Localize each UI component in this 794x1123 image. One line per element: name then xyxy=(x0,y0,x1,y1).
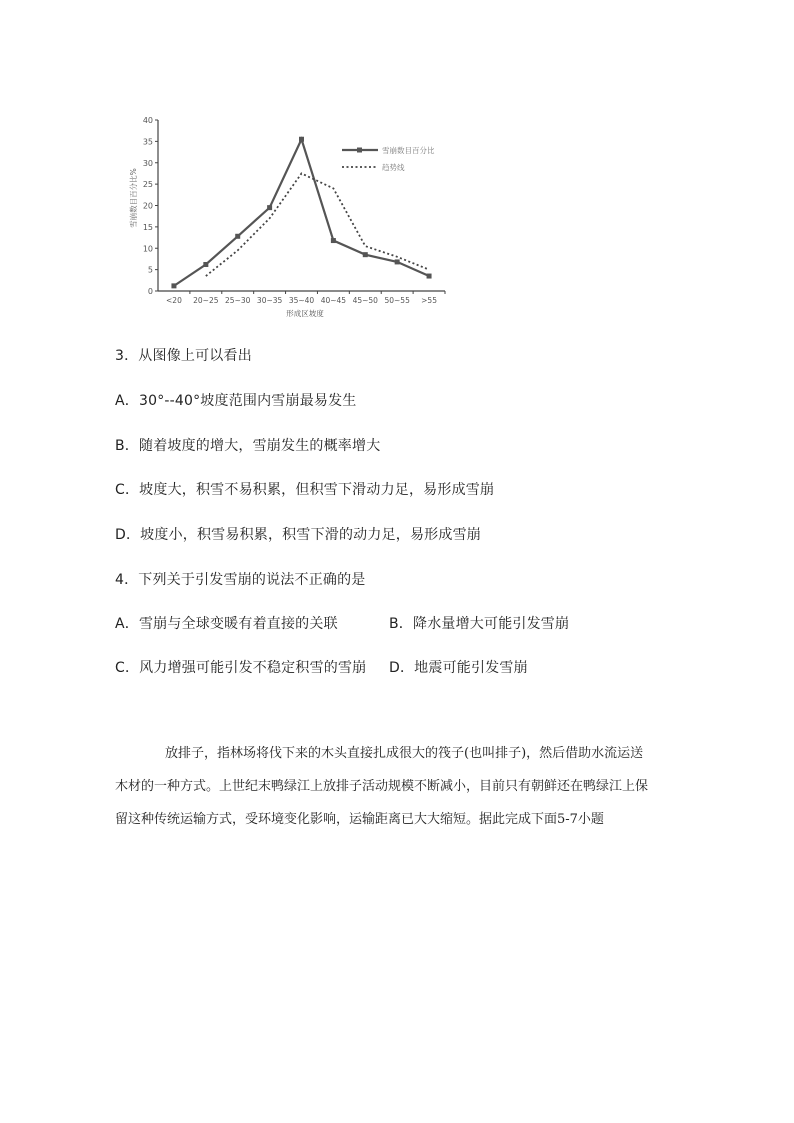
legend xyxy=(342,145,435,172)
question-4-option-d: D．地震可能引发雪崩 xyxy=(389,660,528,676)
x-tick-label: >55 xyxy=(421,296,437,305)
question-3-option-a: A．30°--40°坡度范围内雪崩最易发生 xyxy=(115,393,357,409)
y-tick-label: 0 xyxy=(147,287,153,296)
x-tick-label: 40~45 xyxy=(320,296,347,305)
passage-line-1: 放排子，指林场将伐下来的木头直接扎成很大的筏子(也叫排子)，然后借助水流运送 xyxy=(165,746,644,761)
x-axis-label: 形成区坡度 xyxy=(286,309,324,318)
data-point xyxy=(171,283,176,288)
y-tick-label: 40 xyxy=(142,116,153,125)
data-point xyxy=(299,137,304,142)
question-3-stem: 3．从图像上可以看出 xyxy=(115,348,252,364)
passage-line-2: 木材的一种方式。上世纪末鸭绿江上放排子活动规模不断减小，目前只有朝鲜还在鸭绿江上保 xyxy=(115,779,649,794)
question-4-stem: 4．下列关于引发雪崩的说法不正确的是 xyxy=(115,572,366,588)
y-tick-label: 35 xyxy=(142,137,153,147)
data-point xyxy=(427,274,432,279)
y-tick-label: 5 xyxy=(147,265,153,275)
y-tick-label: 10 xyxy=(142,244,153,254)
y-tick-label: 20 xyxy=(142,201,153,211)
question-3-option-c: C．坡度大，积雪不易积累，但积雪下滑动力足，易形成雪崩 xyxy=(115,482,495,498)
x-tick-label: <20 xyxy=(166,296,182,305)
avalanche-slope-chart xyxy=(120,108,460,320)
question-4-option-b: B．降水量增大可能引发雪崩 xyxy=(389,616,570,632)
data-point xyxy=(235,234,240,239)
y-tick-label: 25 xyxy=(142,180,153,190)
reading-passage xyxy=(115,737,685,836)
y-tick-label: 30 xyxy=(142,158,153,168)
data-point xyxy=(395,259,400,264)
legend-label-series-1: 雪崩数目百分比 xyxy=(382,146,435,155)
x-tick-label: 25~30 xyxy=(225,296,251,305)
x-tick-label: 45~50 xyxy=(352,296,378,305)
data-point xyxy=(203,262,208,267)
x-tick-label: 35~40 xyxy=(288,296,315,305)
legend-label-series-2: 趋势线 xyxy=(382,163,405,172)
y-tick-label: 15 xyxy=(142,222,153,232)
y-axis-label: 雪崩数目百分比% xyxy=(129,168,138,228)
question-3-option-d: D．坡度小，积雪易积累，积雪下滑的动力足，易形成雪崩 xyxy=(115,527,481,543)
x-ticks xyxy=(166,291,445,305)
series-line-1 xyxy=(174,139,429,286)
x-tick-label: 50~55 xyxy=(384,296,410,305)
data-point xyxy=(363,252,368,257)
x-tick-label: 20~25 xyxy=(193,296,219,305)
data-point xyxy=(267,205,272,210)
question-3-option-b: B．随着坡度的增大，雪崩发生的概率增大 xyxy=(115,438,381,454)
data-point xyxy=(331,238,336,243)
x-tick-label: 30~35 xyxy=(256,296,283,305)
series-layer xyxy=(171,137,431,289)
question-4-option-c: C．风力增强可能引发不稳定积雪的雪崩 xyxy=(115,660,367,676)
y-ticks xyxy=(143,116,158,296)
legend-marker xyxy=(357,148,362,153)
passage-line-3: 留这种传统运输方式，受环境变化影响，运输距离已大大缩短。据此完成下面5-7小题 xyxy=(115,812,604,827)
question-4-option-a: A．雪崩与全球变暖有着直接的关联 xyxy=(115,616,338,632)
